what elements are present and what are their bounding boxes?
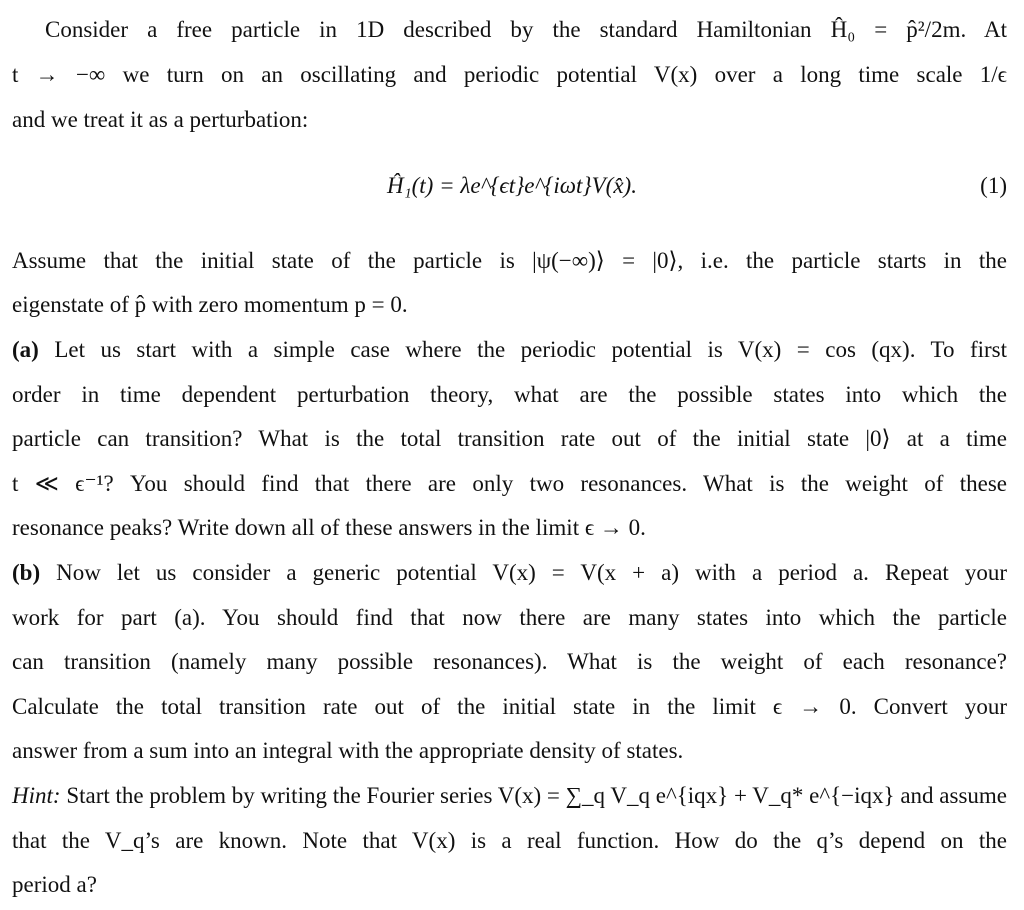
text-line: work for part (a). You should find that now there are many states into which the particle [12,605,1007,630]
text-line: eigenstate of p̂ with zero momentum p = 0. [12,292,408,317]
text-line: t → −∞ we turn on an oscillating and periodic potential V(x) over a long time scale 1/ϵ [12,62,1007,87]
text-line: can transition (namely many possible resonances). What is the weight of each resonance? [12,649,1007,674]
text-span: Let us start with a simple case where the periodic potential is V(x) = cos (qx). To first [38,337,1007,362]
text-line: Assume that the initial state of the particle is |ψ(−∞)⟩ = |0⟩, i.e. the particle starts in the [12,248,1007,273]
text-line: Calculate the total transition rate out of the initial state in the limit ϵ → 0. Convert your [12,694,1007,719]
text-line: order in time dependent perturbation theory, what are the possible states into which the [12,382,1007,407]
part-a-line [12,336,1007,364]
equation-body: Ĥ₁(t) = λe^{ϵt}e^{iωt}V(x̂). [387,173,637,198]
hint-label: Hint: [12,783,61,808]
text-line: Consider a free particle in 1D described by the standard Hamiltonian Ĥ₀ = p̂²/2m. At [45,17,1007,42]
hint-line [12,782,1007,810]
part-a-label: (a) [12,337,39,362]
text-line: period a? [12,872,97,897]
text-line: particle can transition? What is the total transition rate out of the initial state |0⟩ at a time [12,426,1007,451]
text-line: and we treat it as a perturbation: [12,107,309,132]
part-b-label: (b) [12,560,41,585]
text-span: Now let us consider a generic potential V(x) = V(x + a) with a period a. Repeat your [40,560,1007,585]
text-line: that the V_q’s are known. Note that V(x) is a real function. How do the q’s depend on the [12,828,1007,853]
equation-number: (1) [980,173,1007,198]
text-span: Start the problem by writing the Fourier series V(x) = ∑_q V_q e^{iqx} + V_q* e^{−iqx} and assume [60,783,1007,808]
text-line: resonance peaks? Write down all of these answers in the limit ϵ → 0. [12,515,646,540]
part-b-line [12,559,1007,587]
text-line: t ≪ ϵ⁻¹? You should find that there are only two resonances. What is the weight of these [12,471,1007,496]
text-line: answer from a sum into an integral with the appropriate density of states. [12,738,684,763]
